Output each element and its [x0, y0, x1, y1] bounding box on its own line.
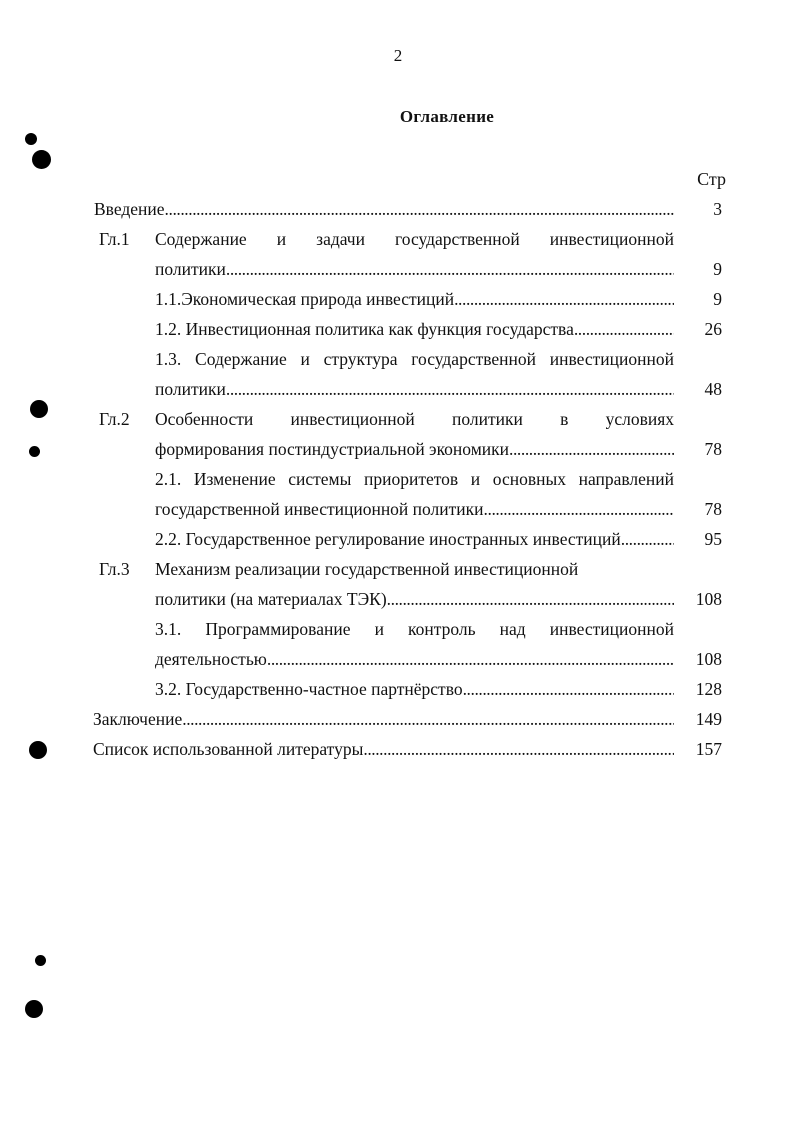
section-title: 1.3. Содержание и структура государственной инвестиционной — [155, 349, 674, 369]
toc-section-2-1-line2 — [0, 494, 796, 524]
toc-entry-intro — [0, 194, 796, 224]
leader-dots — [387, 584, 674, 614]
chapter-number: Гл.3 — [99, 559, 130, 579]
chapter-number: Гл.2 — [99, 409, 130, 429]
toc-section-3-1-line2 — [0, 644, 796, 674]
toc-section-1-2 — [0, 314, 796, 344]
toc-section-1-3-line2 — [0, 374, 796, 404]
punch-hole-mark — [32, 150, 51, 169]
leader-dots — [454, 284, 674, 314]
chapter-title: Особенности инвестиционной политики в условиях — [155, 409, 674, 429]
section-title-cont: государственной инвестиционной политики — [155, 499, 484, 519]
section-title: 2.1. Изменение системы приоритетов и основных направлений — [155, 469, 674, 489]
toc-label: Список использованной литературы — [93, 739, 364, 759]
punch-hole-mark — [29, 741, 47, 759]
section-title: 1.2. Инвестиционная политика как функция государства — [155, 319, 574, 339]
section-title-cont: политики — [155, 379, 226, 399]
leader-dots — [363, 734, 674, 764]
section-title: 3.1. Программирование и контроль над инвестиционной — [155, 619, 674, 639]
toc-page: 9 — [713, 289, 722, 309]
toc-section-1-1 — [0, 284, 796, 314]
page-title: Оглавление — [399, 107, 495, 126]
chapter-title: Механизм реализации государственной инвестиционной — [155, 559, 579, 579]
toc-chapter-2-line1 — [0, 404, 796, 434]
toc-label: Введение — [94, 199, 165, 219]
toc-chapter-2-line2 — [0, 434, 796, 464]
punch-hole-mark — [25, 133, 37, 145]
leader-dots — [509, 434, 674, 464]
toc-chapter-1-line1 — [0, 224, 796, 254]
toc-page: 78 — [704, 499, 722, 519]
chapter-title: Содержание и задачи государственной инвестиционной — [155, 229, 674, 249]
toc-page: 26 — [704, 319, 722, 339]
leader-dots — [165, 194, 674, 224]
toc-page: 48 — [704, 379, 722, 399]
toc-page: 157 — [695, 739, 722, 759]
toc-page: 108 — [695, 649, 722, 669]
chapter-title-cont: формирования постиндустриальной экономики — [155, 439, 510, 459]
toc-chapter-3-line2 — [0, 584, 796, 614]
toc-section-2-1-line1 — [0, 464, 796, 494]
toc-page: 128 — [695, 679, 722, 699]
chapter-number: Гл.1 — [99, 229, 130, 249]
toc-section-3-1-line1 — [0, 614, 796, 644]
leader-dots — [226, 254, 674, 284]
chapter-title-cont: политики — [155, 259, 226, 279]
toc-section-1-3-line1 — [0, 344, 796, 374]
chapter-title-cont: политики (на материалах ТЭК) — [155, 589, 387, 609]
toc-entry-conclusion — [0, 704, 796, 734]
leader-dots — [574, 314, 674, 344]
punch-hole-mark — [29, 446, 40, 457]
toc-chapter-1-line2 — [0, 254, 796, 284]
leader-dots — [182, 704, 674, 734]
section-title: 1.1.Экономическая природа инвестиций — [155, 289, 455, 309]
toc-section-2-2 — [0, 524, 796, 554]
page-number: 2 — [393, 46, 403, 65]
toc-page: 78 — [704, 439, 722, 459]
toc-label: Заключение — [93, 709, 183, 729]
section-title: 2.2. Государственное регулирование иностранных инвестиций — [155, 529, 621, 549]
toc-page: 9 — [713, 259, 722, 279]
leader-dots — [226, 374, 674, 404]
toc-section-3-2 — [0, 674, 796, 704]
section-title-cont: деятельностью — [155, 649, 267, 669]
toc-chapter-3-line1 — [0, 554, 796, 584]
punch-hole-mark — [25, 1000, 43, 1018]
page-column-header: Стр — [697, 169, 726, 189]
leader-dots — [267, 644, 674, 674]
toc-page: 95 — [704, 529, 722, 549]
punch-hole-mark — [35, 955, 46, 966]
toc-page: 108 — [695, 589, 722, 609]
punch-hole-mark — [30, 400, 48, 418]
leader-dots — [463, 674, 674, 704]
section-title: 3.2. Государственно-частное партнёрство — [155, 679, 463, 699]
toc-entry-references — [0, 734, 796, 764]
leader-dots — [484, 494, 674, 524]
toc-page: 149 — [695, 709, 722, 729]
toc-page: 3 — [713, 199, 722, 219]
